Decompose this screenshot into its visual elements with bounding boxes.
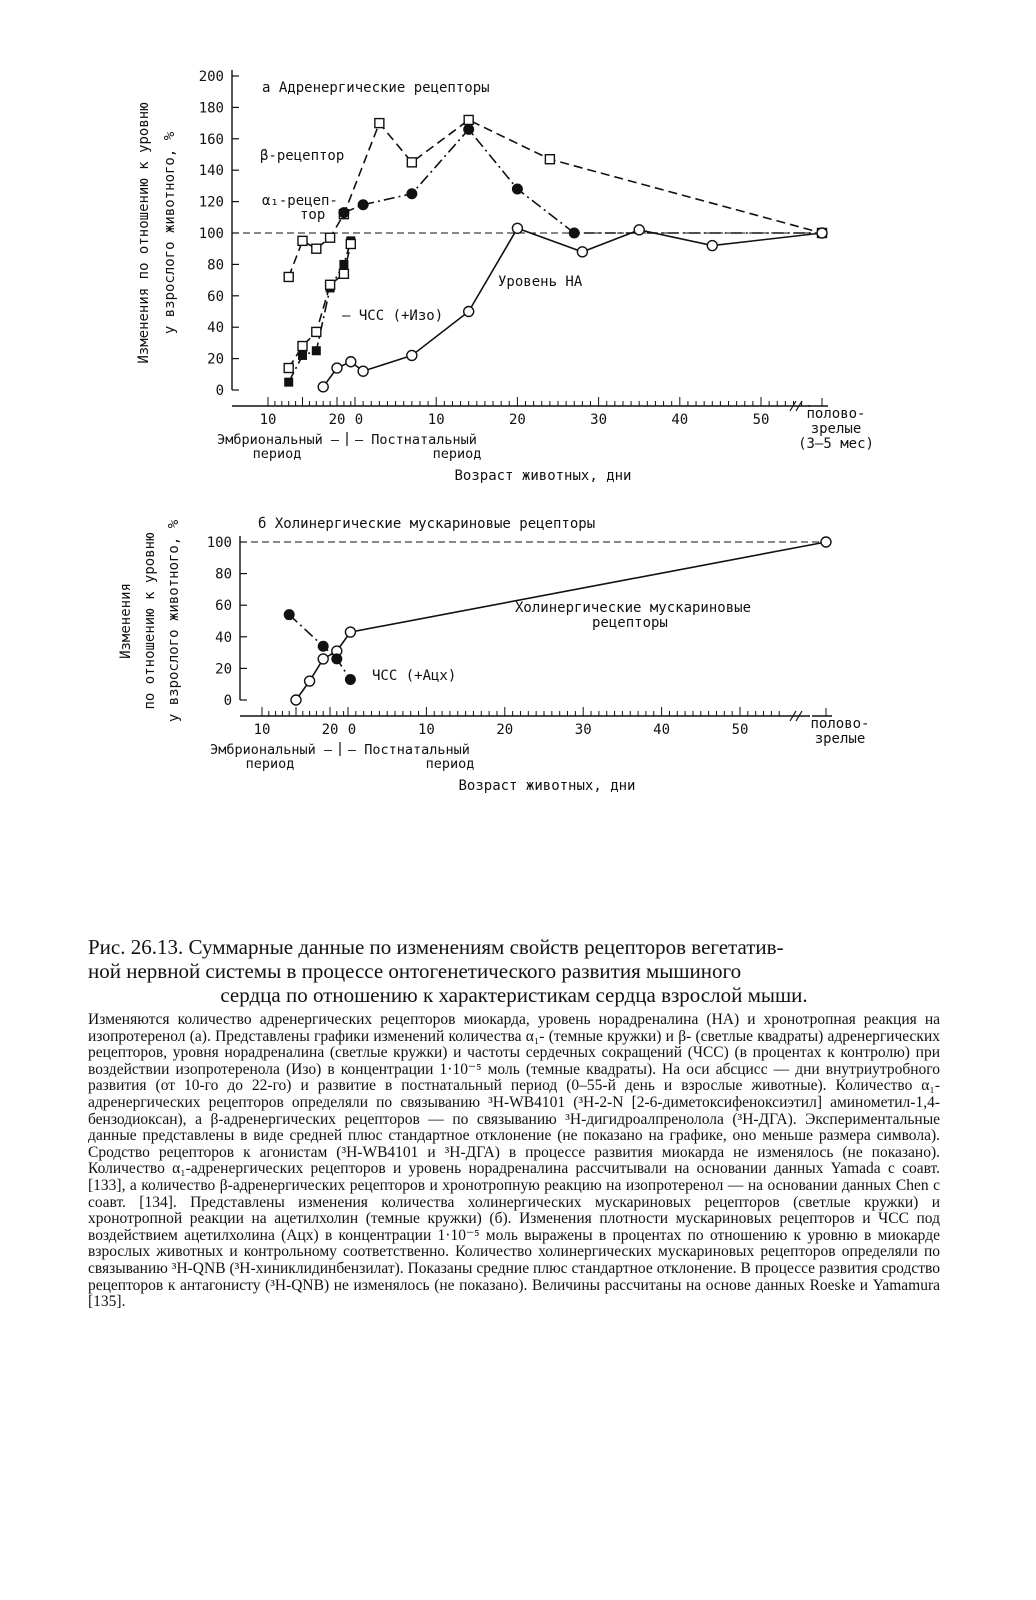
series-line-1: [344, 129, 822, 233]
data-point: [332, 654, 342, 664]
series-label-hr-iso: – ЧСС (+Изо): [342, 308, 444, 324]
period-label-postnatal: – Постнатальный: [348, 742, 470, 758]
data-point: [358, 366, 368, 376]
data-point: [407, 189, 417, 199]
x-tick-label: 30: [590, 412, 608, 428]
x-tick-label: 30: [574, 722, 592, 738]
data-point: [464, 307, 474, 317]
data-point: [291, 695, 301, 705]
y-tick-label: 40: [215, 629, 232, 646]
x-tick-label-adult: (3–5 мес): [798, 436, 874, 452]
data-point: [407, 158, 416, 167]
data-point: [375, 119, 384, 128]
data-point: [707, 241, 717, 251]
x-axis-label: Возраст животных, дни: [454, 468, 632, 484]
x-tick-label: 50: [752, 412, 770, 428]
data-point: [512, 223, 522, 233]
x-tick-label-adult: зрелые: [814, 731, 866, 747]
data-point: [358, 200, 368, 210]
period-label-embryonic: Эмбриональный –: [210, 742, 332, 758]
series-label-muscarinic: Холинергические мускариновые: [515, 600, 752, 616]
x-tick-label: 40: [671, 412, 689, 428]
x-tick-label: 40: [653, 722, 671, 738]
series-line-0: [289, 120, 822, 277]
y-tick-label: 100: [206, 535, 232, 551]
x-tick-label: 20: [321, 722, 339, 738]
x-tick-label-adult: зрелые: [810, 421, 862, 437]
x-tick-label: 20: [508, 412, 526, 428]
data-point: [312, 327, 321, 336]
series-label-hr-ach: ЧСС (+Ацх): [372, 668, 457, 684]
data-point: [407, 350, 417, 360]
y-axis-label: Изменения по отношению к уровню: [136, 102, 152, 364]
x-tick-label-adult: полово-: [806, 406, 866, 422]
y-tick-label: 20: [215, 661, 232, 678]
y-tick-label: 80: [215, 566, 232, 583]
period-label-postnatal: период: [432, 446, 482, 462]
series-label-beta: β-рецептор: [260, 148, 345, 164]
y-tick-label: 160: [198, 131, 224, 148]
data-point: [318, 641, 328, 651]
y-tick-label: 60: [207, 288, 224, 305]
x-axis-label: Возраст животных, дни: [458, 778, 636, 794]
data-point: [298, 236, 307, 245]
data-point: [284, 364, 293, 373]
data-point: [512, 184, 522, 194]
panel-b-chart: [118, 516, 870, 794]
period-label-embryonic: период: [245, 756, 295, 772]
x-tick-label: 50: [731, 722, 749, 738]
x-tick-label: 20: [496, 722, 514, 738]
data-point: [345, 627, 355, 637]
caption-title-line-2: ной нервной системы в процессе онтогенетического развития мышиного: [88, 959, 742, 983]
data-point: [284, 378, 293, 387]
data-point: [326, 280, 335, 289]
x-tick-label: 0: [347, 722, 357, 738]
caption-title-line-3: сердца по отношению к характеристикам сердца взрослой мыши.: [220, 983, 808, 1007]
y-axis-label: у взрослого животного, %: [162, 131, 178, 335]
y-tick-label: 120: [198, 194, 224, 211]
y-axis-label: у взрослого животного, %: [166, 519, 182, 723]
chart-title: б Холинергические мускариновые рецепторы: [258, 516, 596, 532]
period-label-embryonic: Эмбриональный –: [217, 432, 339, 448]
y-tick-label: 140: [198, 163, 224, 180]
x-tick-label: 10: [417, 722, 435, 738]
data-point: [346, 239, 355, 248]
data-point: [464, 115, 473, 124]
y-axis-label: по отношению к уровню: [142, 532, 158, 710]
data-point: [464, 124, 474, 134]
data-point: [346, 357, 356, 367]
data-point: [298, 342, 307, 351]
data-point: [339, 269, 348, 278]
data-point: [569, 228, 579, 238]
chart-title: а Адренергические рецепторы: [262, 80, 490, 96]
data-point: [545, 155, 554, 164]
series-label-na: Уровень НА: [498, 274, 583, 290]
y-tick-label: 60: [215, 598, 232, 615]
panel-a-chart: [136, 69, 874, 484]
data-point: [318, 654, 328, 664]
x-tick-label: 10: [259, 412, 277, 428]
y-axis-label: Изменения: [118, 583, 134, 659]
data-point: [821, 537, 831, 547]
period-label-postnatal: период: [425, 756, 475, 772]
x-tick-label: 10: [253, 722, 271, 738]
y-tick-label: 20: [207, 351, 224, 368]
x-tick-label-adult: полово-: [810, 716, 870, 732]
x-tick-label: 20: [328, 412, 346, 428]
y-tick-label: 200: [198, 69, 224, 85]
caption-title-line-1: Рис. 26.13. Суммарные данные по изменениям свойств рецепторов вегетатив-: [88, 935, 784, 959]
x-tick-label: 0: [354, 412, 364, 428]
x-tick-label: 10: [427, 412, 445, 428]
data-point: [339, 260, 348, 269]
data-point: [634, 225, 644, 235]
data-point: [284, 610, 294, 620]
period-label-postnatal: – Постнатальный: [355, 432, 477, 448]
series-label-alpha1: тор: [300, 207, 326, 223]
data-point: [284, 272, 293, 281]
data-point: [312, 346, 321, 355]
y-tick-label: 40: [207, 320, 224, 337]
data-point: [318, 382, 328, 392]
period-label-embryonic: период: [252, 446, 302, 462]
data-point: [326, 233, 335, 242]
data-point: [312, 244, 321, 253]
data-point: [339, 208, 349, 218]
series-label-muscarinic: рецепторы: [592, 615, 668, 631]
y-tick-label: 0: [215, 383, 224, 399]
y-tick-label: 180: [198, 100, 224, 117]
data-point: [345, 674, 355, 684]
data-point: [577, 247, 587, 257]
data-point: [305, 676, 315, 686]
caption-body: Изменяются количество адренергических рецепторов миокарда, уровень норадреналина (НА) и хронотропная реакция на изопротеренол (а). Представлены графики изменений количества α₁- (темные кружки) и β- (светлые квадраты) адренергических рецепторов, уровня норадреналина (светлые кружки) и частоты сердечных сокращений (ЧСС) (в процентах к контролю) при воздействии изопротеренола (Изо) в концентрации 1·10⁻⁵ моль (темные квадраты). На оси абсцисс — дни внутриутробного развития (от 10-го до 22-го) и развитие в постнатальный период (0–55-й день и взрослые животные). Количество α₁-адренергических рецепторов определяли по связыванию ³H-WB4101 (³H-2-N [2-6-диметоксифеноксиэтил] аминометил-1,4-бензодиоксан), а β-адренергических рецепторов — по связыванию ³H-дигидроалпренолола (³H-ДГА). Экспериментальные данные представлены в виде средней плюс стандартное отклонение (не показано на графике, оно меньше размера символа). Сродство рецепторов к агонистам (³H-WB4101 и ³H-ДГА) в процессе развития миокарда не изменялось (не показано). Количество α₁-адренергических рецепторов и уровень норадреналина рассчитывали на основании данных Yamada с соавт. [133], а количество β-адренергических рецепторов и хронотропную реакцию на изопротеренол — на основании данных Chen с соавт. [134]. Представлены изменения количества холинергических мускариновых рецепторов (светлые кружки) и хронотропной реакции на ацетилхолин (темные кружки) (б). Изменения плотности мускариновых рецепторов и ЧСС под воздействием ацетилхолина (Ацх) в концентрации 1·10⁻⁵ моль выражены в процентах по отношению к уровню в миокарде взрослых животных и контрольному соответственно. Количество холинергических мускариновых рецепторов определяли по связыванию ³H-QNB (³H-хиниклидинбензилат). Показаны средние плюс стандартное отклонение. В процессе развития сродство рецепторов к антагонисту (³H-QNB) не изменялось (не показано). Величины рассчитаны на основе данных Roeske и Yamamura [135].: [88, 1011, 940, 1311]
figure-caption: [88, 936, 940, 1311]
data-point: [817, 228, 827, 238]
data-point: [332, 363, 342, 373]
y-tick-label: 80: [207, 257, 224, 274]
series-label-alpha1: α₁-рецеп-: [262, 193, 338, 209]
y-tick-label: 100: [198, 226, 224, 242]
y-tick-label: 0: [223, 693, 232, 709]
